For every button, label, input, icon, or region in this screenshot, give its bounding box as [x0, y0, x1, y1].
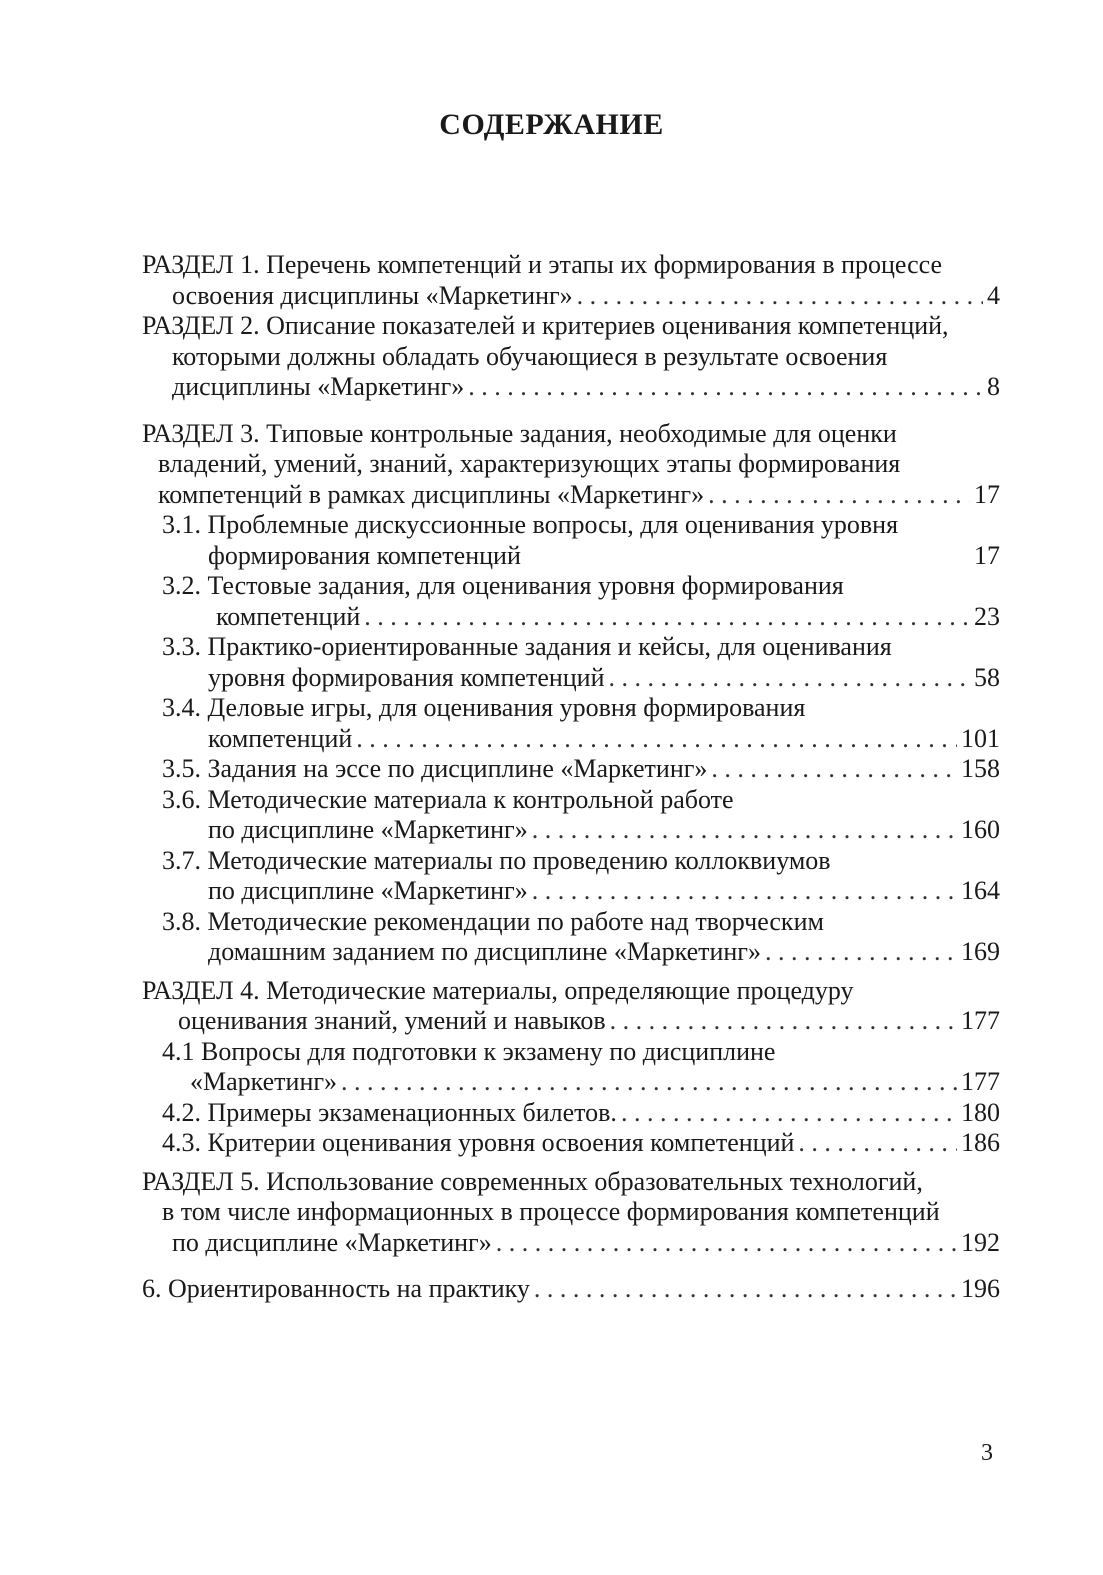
toc-entry-text: 3.5. Задания на эссе по дисциплине «Маркетинг»	[162, 754, 708, 783]
toc-page-number: 164	[961, 876, 1000, 905]
dot-leader	[621, 1098, 957, 1129]
toc-entry-3-8[interactable]	[142, 907, 1000, 968]
dot-leader	[534, 1274, 957, 1305]
dot-leader	[356, 724, 957, 755]
dot-leader	[577, 281, 983, 312]
toc-entry-text: компетенций	[216, 601, 361, 631]
toc-page-number: 192	[961, 1227, 1000, 1257]
toc-page-number: 23	[974, 601, 1000, 631]
toc-entry-4-2[interactable]	[142, 1098, 1000, 1129]
toc-page-number: 17	[974, 479, 1000, 509]
toc-entry-section-1[interactable]	[142, 250, 1000, 311]
toc-entry-text: РАЗДЕЛ 4. Методические материалы, определяющие процедуру	[142, 975, 854, 1005]
toc-page-number: 8	[987, 372, 1000, 401]
toc-page-number: 158	[961, 754, 1000, 783]
dot-leader	[532, 815, 957, 846]
toc-entry-section-2[interactable]	[142, 311, 1000, 403]
toc-entry-text: в том числе информационных в процессе формирования компетенций	[162, 1197, 940, 1226]
page-number: 3	[981, 1440, 993, 1466]
toc-page-number: 186	[961, 1128, 1000, 1157]
toc-entry-text: по дисциплине «Маркетинг»	[208, 876, 528, 905]
toc-entry-text: РАЗДЕЛ 1. Перечень компетенций и этапы их формирования в процессе	[142, 250, 943, 279]
dot-leader	[496, 1228, 957, 1259]
dot-leader	[341, 1067, 957, 1098]
toc-page-number: 180	[961, 1097, 1000, 1127]
toc-page-number: 169	[961, 937, 1000, 966]
toc-entry-3-6[interactable]	[142, 785, 1000, 846]
toc-page-number: 177	[961, 1067, 1000, 1096]
toc-page-number: 17	[974, 540, 1000, 570]
dot-leader	[609, 663, 970, 694]
dot-leader	[711, 754, 957, 785]
toc-entry-section-4[interactable]	[142, 976, 1000, 1037]
toc-entry-text: 3.7. Методические материалы по проведению коллоквиумов	[162, 845, 831, 875]
toc-entry-text: 3.3. Практико-ориентированные задания и кейсы, для оценивания	[162, 632, 892, 661]
toc-entry-section-3[interactable]	[142, 419, 1000, 511]
toc-entry-3-1[interactable]	[142, 510, 1000, 571]
toc-entry-text: 6. Ориентированность на практику	[142, 1274, 530, 1303]
toc-page-number: 160	[961, 815, 1000, 844]
dot-leader	[798, 1128, 957, 1159]
toc-entry-3-3[interactable]	[142, 632, 1000, 693]
toc-entry-text: по дисциплине «Маркетинг»	[172, 1227, 492, 1257]
toc-entry-text: компетенций	[208, 723, 353, 753]
toc-entry-text: освоения дисциплины «Маркетинг»	[172, 280, 573, 310]
toc-entry-section-6[interactable]	[142, 1274, 1000, 1305]
toc-entry-text: дисциплины «Маркетинг»	[172, 372, 465, 401]
toc-entry-text: 3.6. Методические материала к контрольной работе	[162, 784, 734, 814]
toc-entry-text: уровня формирования компетенций	[208, 662, 605, 692]
toc-entry-text: по дисциплине «Маркетинг»	[208, 815, 528, 844]
dot-leader	[532, 876, 957, 907]
toc-entry-4-3[interactable]	[142, 1128, 1000, 1159]
toc-entry-text: РАЗДЕЛ 3. Типовые контрольные задания, необходимые для оценки	[142, 418, 897, 448]
toc-entry-text: оценивания знаний, умений и навыков	[178, 1006, 606, 1035]
toc-entry-text: «Маркетинг»	[190, 1067, 338, 1096]
toc-entry-text: формирования компетенций	[208, 540, 521, 570]
toc-entry-text: РАЗДЕЛ 2. Описание показателей и критериев оценивания компетенций,	[142, 311, 949, 340]
toc-entry-text: владений, умений, знаний, характеризующих этапы формирования	[158, 449, 901, 478]
toc-page-number: 101	[961, 723, 1000, 753]
toc-page-number: 4	[987, 280, 1000, 310]
toc-page-number: 177	[961, 1006, 1000, 1035]
dot-leader	[364, 602, 970, 633]
toc-entry-section-5[interactable]	[142, 1167, 1000, 1259]
table-of-contents	[142, 250, 1000, 1305]
dot-leader	[468, 372, 983, 403]
dot-leader	[610, 1006, 957, 1037]
toc-entry-3-4[interactable]	[142, 693, 1000, 754]
toc-entry-text: 4.1 Вопросы для подготовки к экзамену по дисциплине	[162, 1036, 776, 1066]
toc-page-number: 196	[961, 1274, 1000, 1303]
toc-entry-text: 3.1. Проблемные дискуссионные вопросы, для оценивания уровня	[162, 510, 899, 539]
toc-entry-text: домашним заданием по дисциплине «Маркетинг»	[208, 937, 761, 966]
toc-entry-text: РАЗДЕЛ 5. Использование современных образовательных технологий,	[142, 1166, 923, 1196]
toc-entry-text: компетенций в рамках дисциплины «Маркетинг»	[158, 479, 705, 509]
dot-leader	[708, 480, 970, 511]
toc-entry-text: 3.4. Деловые игры, для оценивания уровня формирования	[162, 693, 806, 722]
toc-entry-3-2[interactable]	[142, 571, 1000, 632]
toc-page-number: 58	[974, 662, 1000, 692]
toc-entry-text: 4.2. Примеры экзаменационных билетов.	[162, 1097, 617, 1127]
page-title: СОДЕРЖАНИЕ	[439, 108, 664, 141]
toc-entry-3-5[interactable]	[142, 754, 1000, 785]
dot-leader	[765, 937, 957, 968]
toc-entry-text: 3.2. Тестовые задания, для оценивания уровня формирования	[162, 571, 844, 600]
toc-entry-text: которыми должны обладать обучающиеся в результате освоения	[172, 341, 888, 371]
toc-entry-text: 3.8. Методические рекомендации по работе над творческим	[162, 906, 824, 936]
toc-entry-3-7[interactable]	[142, 846, 1000, 907]
toc-entry-4-1[interactable]	[142, 1037, 1000, 1098]
toc-entry-text: 4.3. Критерии оценивания уровня освоения компетенций	[162, 1128, 795, 1157]
